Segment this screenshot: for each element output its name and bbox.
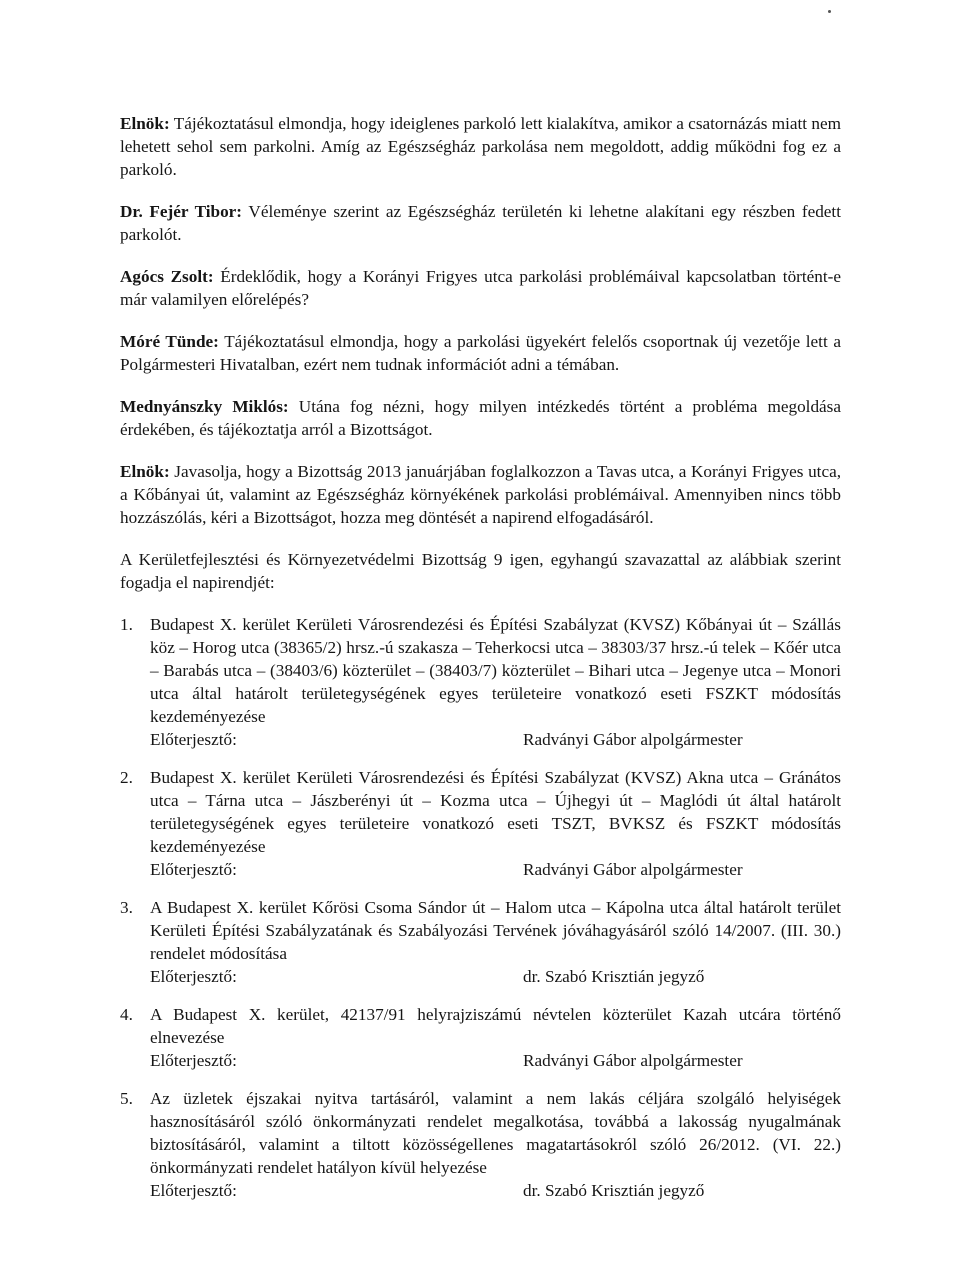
agenda-item [120,1087,841,1202]
paragraph-text: Javasolja, hogy a Bizottság 2013 januárjában foglalkozzon a Tavas utca, a Korányi Frigyes utca, a Kőbányai út, valamint az Egészségház környékének parkolási problémáival. Amennyiben nincs több hozzászólás, kéri a Bizottságot, hozza meg döntését a napirend elfogadásáról. [120,462,841,527]
paragraph-chair-2 [120,460,841,529]
agenda-item [120,896,841,988]
paragraph-more [120,330,841,376]
speaker-name: Elnök: [120,114,170,133]
presenter-label: Előterjesztő: [150,1181,237,1200]
paragraph-text: Véleménye szerint az Egészségház területén ki lehetne alakítani egy részben fedett parkolót. [120,202,841,244]
paragraph-text: Utána fog nézni, hogy milyen intézkedés történt a probléma megoldása érdekében, és tájékoztatja arról a Bizottságot. [120,397,841,439]
presenter-name: Radványi Gábor alpolgármester [523,860,743,879]
document-body [120,112,841,1217]
presenter-name: Radványi Gábor alpolgármester [523,730,743,749]
agenda-item-text: A Budapest X. kerület, 42137/91 helyrajziszámú névtelen közterület Kazah utcára történő elnevezése [150,1005,841,1047]
scan-speck [828,10,831,13]
agenda-item-number: 2. [120,768,133,787]
speaker-name: Móré Tünde: [120,332,219,351]
agenda-item-number: 5. [120,1089,133,1108]
speaker-name: Mednyánszky Miklós: [120,397,289,416]
agenda-item-number: 3. [120,898,133,917]
presenter-label: Előterjesztő: [150,860,237,879]
presenter-label: Előterjesztő: [150,1051,237,1070]
presenter-line [150,858,841,881]
paragraph-text: Tájékoztatásul elmondja, hogy a parkolási ügyekért felelős csoportnak új vezetője lett a Polgármesteri Hivatalban, ezért nem tudnak információt adni a témában. [120,332,841,374]
speaker-name: Dr. Fejér Tibor: [120,202,243,221]
paragraph-text: Tájékoztatásul elmondja, hogy ideiglenes parkoló lett kialakítva, amikor a csatornázás miatt nem lehetett sehol sem parkolni. Amíg az Egészségház parkolása nem megoldott, addig működni fog ez a parkoló. [120,114,841,179]
agenda-list [120,613,841,1202]
presenter-line [150,1179,841,1202]
agenda-item-text: Budapest X. kerület Kerületi Városrendezési és Építési Szabályzat (KVSZ) Kőbányai út – Szállás köz – Horog utca (38365/2) hrsz.-ú szakasza – Teherkocsi utca – 38303/37 hrsz.-ú telek – Kőér utca – Barabás utca – (38403/6) közterület – (38403/7) közterület – Bihari utca – Jegenye utca – Monori utca által határolt területegységének egyes területeire vonatkozó eseti FSZKT módosítás kezdeményezése [150,615,841,726]
paragraph-mednyanszky [120,395,841,441]
presenter-line [150,965,841,988]
speaker-name: Elnök: [120,462,170,481]
presenter-name: dr. Szabó Krisztián jegyző [523,1181,705,1200]
paragraph-agocs [120,265,841,311]
committee-decision: A Kerületfejlesztési és Környezetvédelmi Bizottság 9 igen, egyhangú szavazattal az alábbiak szerint fogadja el napirendjét: [120,550,841,592]
presenter-line [150,728,841,751]
agenda-item-text: A Budapest X. kerület Kőrösi Csoma Sándor út – Halom utca – Kápolna utca által határolt terület Kerületi Építési Szabályzatának és Szabályozási Tervének jóváhagyásáról szóló 14/2007. (III. 30.) rendelet módosítása [150,898,841,963]
paragraph-chair-1 [120,112,841,181]
speaker-name: Agócs Zsolt: [120,267,214,286]
presenter-name: Radványi Gábor alpolgármester [523,1051,743,1070]
agenda-item-number: 1. [120,615,133,634]
presenter-label: Előterjesztő: [150,967,237,986]
presenter-label: Előterjesztő: [150,730,237,749]
agenda-item [120,1003,841,1072]
paragraph-text: Érdeklődik, hogy a Korányi Frigyes utca parkolási problémáival kapcsolatban történt-e már valamilyen előrelépés? [120,267,842,309]
agenda-item [120,613,841,751]
paragraph-fejer [120,200,841,246]
presenter-name: dr. Szabó Krisztián jegyző [523,967,705,986]
agenda-item-text: Budapest X. kerület Kerületi Városrendezési és Építési Szabályzat (KVSZ) Akna utca – Gránátos utca – Tárna utca – Jászberényi út – Kozma utca – Újhegyi út – Maglódi út által határolt területegységének egyes területeire vonatkozó eseti TSZT, BVKSZ és FSZKT módosítás kezdeményezése [150,768,841,856]
agenda-item-number: 4. [120,1005,133,1024]
presenter-line [150,1049,841,1072]
agenda-item [120,766,841,881]
agenda-item-text: Az üzletek éjszakai nyitva tartásáról, valamint a nem lakás céljára szolgáló helyiségek hasznosításáról szóló önkormányzati rendelet megalkotása, továbbá a lakosság nyugalmának biztosításáról, valamint a tiltott közösségellenes magatartásokról szóló 26/2012. (VI. 22.) önkormányzati rendelet hatályon kívül helyezése [150,1089,841,1177]
